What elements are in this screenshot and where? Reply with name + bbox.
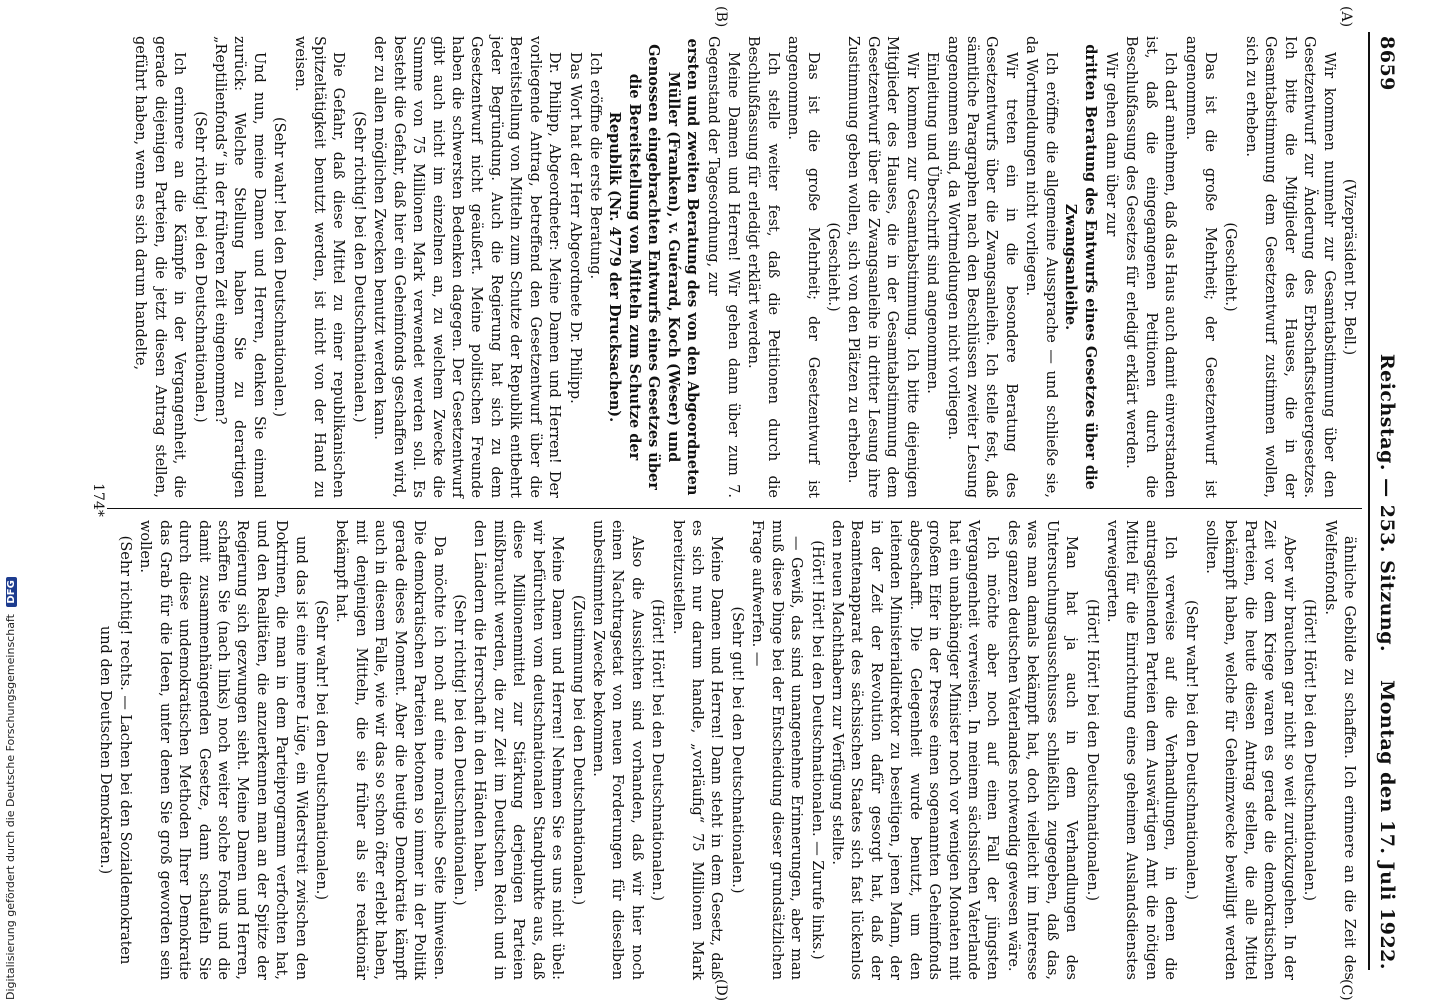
paragraph: (Zustimmung bei den Deutschnationalen.) <box>569 594 586 906</box>
paragraph: Das Wort hat der Herr Abgeordnete Dr. Philipp. <box>566 52 583 404</box>
paragraph: Ich eröffne die allgemeine Aussprache — und schließe sie, da Wortmeldungen nicht vorliegen. <box>1023 36 1059 498</box>
paragraph: (Vizepräsident Dr. Bell.) <box>1341 178 1357 356</box>
paragraph: Meine Damen und Herren! Wir gehen dann über zum 7. Gegenstand der Tagesordnung, zur <box>705 36 741 498</box>
paragraph: (Sehr richtig! rechts. — Lachen bei den Sozialdemokraten und den Deutschen Demokraten.) <box>97 535 133 965</box>
paragraph: (Hört! Hört! bei den Deutschnationalen.) <box>1083 599 1100 901</box>
paragraph: Und nun, meine Damen und Herren, denken Sie einmal zurück: Welche Stellung haben Sie zu derartigen „Reptilienfonds“ in der früheren Zeit eingenommen? <box>211 36 267 498</box>
margin-marker-b: (B) <box>713 6 729 28</box>
left-text-column <box>129 36 1358 498</box>
paragraph: Das ist die große Mehrheit; der Gesetzentwurf ist angenommen. <box>785 36 821 498</box>
right-text-column <box>94 520 1358 980</box>
paragraph: Aber wir brauchen gar nicht so weit zurückzugehen. In der Zeit vor dem Kriege waren es gerade die demokratischen Parteien, die heute diesen Antrag stellen, die alle Mittel bekämpft haben, welche für Geheimzwecke bewilligt werden sollten. <box>1203 520 1297 980</box>
paragraph: Meine Damen und Herren! Nehmen Sie es uns nicht übel: wir befürchten vom deutschnationalen Standpunkte aus, daß diese Millionenmittel zur Stärkung derjenigen Parteien mißbraucht werden, die zur Zeit im Deutschen Reich und in den Ländern die Herrschaft in den Händen haben. <box>471 520 566 980</box>
paragraph: Ich stelle weiter fest, daß die Petitionen durch die Beschlußfassung für erledigt erklärt werden. <box>745 36 781 498</box>
header-date: Montag den 17. Juli 1922. <box>1376 680 1398 970</box>
paragraph: Ich verweise auf die Verhandlungen, in denen die antragstellenden Parteien dem Auswärtigen Amt die nötigen Mittel für die Einrichtung eines geheimen Auslandsdienstes verweigerten. <box>1103 520 1179 980</box>
paragraph: Ich möchte aber noch auf einen Fall der jüngsten Vergangenheit verweisen. In meinem sächsischen Vaterlande hat ein unabhängiger Minister noch vor wenigen Monaten mit großem Eifer in der Presse einen sogenannten Geheimfonds abgeschafft. Die Gelegenheit wurde benutzt, um den leitenden Ministerialdirektor zu beseitigen, jenen Mann, der in der Zeit der Revolution dafür gesorgt hat, daß der Beamtenapparat des sächsischen Staates sich fast lückenlos den neuen Machthabern zur Verfügung stellte. <box>829 520 1001 980</box>
margin-marker-a: (A) <box>1338 6 1354 28</box>
paragraph: Das ist die große Mehrheit; der Gesetzentwurf ist angenommen. <box>1182 36 1219 498</box>
paragraph: (Sehr richtig! bei den Deutschnationalen.) <box>451 594 468 906</box>
paragraph: dritten Beratung des Entwurfs eines Gesetzes über die Zwangsanleihe. <box>1062 44 1099 490</box>
paragraph: (Sehr richtig! bei den Deutschnationalen.) <box>191 111 208 423</box>
paragraph: (Geschieht.) <box>825 222 842 312</box>
paragraph: Einleitung und Überschrift sind angenommen. <box>924 52 941 394</box>
paragraph: Ich erinnere an die Kämpfe in der Vergangenheit, die gerade diejenigen Parteien, die jetzt diesen Antrag stellen, geführt haben, wenn es sich darum handelte, <box>132 36 188 498</box>
header-rule <box>1368 32 1370 970</box>
paragraph: (Sehr wahr! bei den Deutschnationalen.) <box>313 600 330 900</box>
margin-marker-d: (D) <box>713 979 729 1001</box>
paragraph: Ich darf annehmen, daß das Haus auch damit einverstanden ist, daß die eingegangenen Petitionen durch die Beschlußfassung des Gesetzes für erledigt erklärt werden. <box>1123 36 1179 498</box>
paragraph: (Sehr wahr! bei den Deutschnationalen.) <box>271 117 288 417</box>
paragraph: (Sehr wahr! bei den Deutschnationalen.) <box>1182 600 1199 900</box>
paragraph: Wir kommen nunmehr zur Gesamtabstimmung über den Gesetzentwurf zur Änderung des Erbschaftssteuergesetzes. Ich bitte die Mitglieder des Hauses, die in der Gesamtabstimmung dem Gesetzentwurf zustimmen wollen, sich zu erheben. <box>1242 36 1337 498</box>
digitization-credit <box>4 0 20 1000</box>
paragraph: und das ist eine innere Lüge, ein Widerstreit zwischen den Doktrinen, die man in dem Parteiprogramm verfochten hat, und den Realitäten, die anzuerkennen man an der Spitze der Regierung sich gezwungen sieht. Meine Damen und Herren, schaffen Sie (nach links) noch weiter solche Fonds und die damit zusammenhängenden Gesetze, dann schaufeln Sie durch diese undemokratischen Methoden Ihrer Demokratie das Grab für die Ideen, unter denen Sie groß geworden sein wollen. <box>137 520 309 980</box>
paragraph: Ich eröffne die erste Beratung. <box>586 52 603 280</box>
paragraph: Dr. Philipp, Abgeordneter: Meine Damen und Herren! Der vorliegende Antrag, betreffend den Gesetzentwurf über die Bereitstellung von Mitteln zum Schutze der Republik entbehrt jeder Begründung. Auch die Regierung hat sich zu dem Gesetzentwurf nicht geäußert. Meine politischen Freunde haben die schwersten Bedenken dagegen. Der Gesetzentwurf gibt auch nicht im einzelnen an, zu welchem Zwecke die Summe von 75 Millionen Mark verwendet werden soll. Es besteht die Gefahr, daß hier ein Geheimfonds geschaffen wird, der zu allen möglichen Zwecken benutzt werden kann. <box>371 36 563 498</box>
paragraph: Wir treten ein in die besondere Beratung des Gesetzentwurfs über die Zwangsanleihe. Ich stelle fest, daß sämtliche Paragraphen nach den Beschlüssen zweiter Lesung angenommen sind, da Wortmeldungen nicht vorliegen. <box>944 36 1019 498</box>
column-divider <box>107 508 1362 509</box>
paragraph: — Gewiß, das sind unangenehme Erinnerungen, aber man muß diese Dinge bei der Entscheidung dieser grundsätzlichen Frage aufwerfen. — <box>749 520 805 980</box>
paragraph: Wir kommen zur Gesamtabstimmung. Ich bitte diejenigen Mitglieder des Hauses, die in der Gesamtabstimmung dem Gesetzentwurf über die Zwangsanleihe in dritter Lesung ihre Zustimmung geben wollen, sich von den Plätzen zu erheben. <box>845 36 920 498</box>
paragraph: Die Gefahr, daß diese Mittel zu einer republikanischen Spitzeltätigkeit benutzt werden, ist nicht von der Hand zu weisen. <box>291 36 347 498</box>
dfg-logo: DFG <box>6 577 17 606</box>
header-title: Reichstag. — 253. Sitzung. <box>1376 353 1398 653</box>
paragraph: Da möchte ich noch auf eine moralische Seite hinweisen. Die demokratischen Parteien betonen so immer in der Politik gerade dieses Moment. Aber die heutige Demokratie kämpft auch in diesem Falle, wie wir das so schon öfter erlebt haben, mit denjenigen Mitteln, die sie früher als sie reaktionär bekämpft hat. <box>333 520 447 980</box>
paragraph: (Geschieht.) <box>1222 222 1239 312</box>
header-page-number: 8659 <box>1376 36 1398 91</box>
paragraph: (Hört! Hört! bei den Deutschnationalen. — Zurufe links.) <box>808 540 825 960</box>
page-header <box>1372 36 1414 970</box>
margin-marker-c: (C) <box>1338 979 1354 1001</box>
paragraph: (Hört! Hört! bei den Deutschnationalen.) <box>649 599 666 901</box>
paragraph: (Sehr richtig! bei den Deutschnationalen.) <box>350 111 367 423</box>
page-signature: 174* <box>90 483 106 517</box>
paragraph: Man hat ja auch in dem Verhandlungen des Untersuchungsausschusses schließlich zugegeben, daß das, was man damals bekämpft hat, doch vielleicht im Interesse des ganzen deutschen Vaterlandes notwendig gewesen wäre. <box>1004 520 1080 980</box>
paragraph: ersten und zweiten Beratung des von den Abgeordneten Müller (Franken), v. Guérard, Koch (Weser) und Genossen eingebrachten Entwurfs eines Gesetzes über die Bereitstellung von Mitteln zum Schutze der Republik (Nr. 4779 der Drucksachen). <box>606 38 702 496</box>
paragraph: Also die Aussichten sind vorhanden, daß wir hier noch einen Nachtragsetat von neuen Forderungen für dieselben unbestimmten Zwecke bekommen. <box>589 520 645 980</box>
paragraph: (Sehr gut! bei den Deutschnationalen.) <box>728 606 745 894</box>
paragraph: (Hört! Hört! bei den Deutschnationalen.) <box>1301 599 1318 901</box>
credit-text: Digitalisierung gefördert durch die Deutsche Forschungsgemeinschaft <box>4 614 17 1000</box>
paragraph: ähnliche Gebilde zu schaffen. Ich erinnere an die Zeit des Welfenfonds. <box>1321 520 1357 980</box>
paragraph: Meine Damen und Herren! Dann steht in dem Gesetz, daß es sich nur darum handle, „vorläufig“ 75 Millionen Mark bereitzustellen. <box>669 520 725 980</box>
paragraph: Wir gehen dann über zur <box>1102 52 1119 237</box>
